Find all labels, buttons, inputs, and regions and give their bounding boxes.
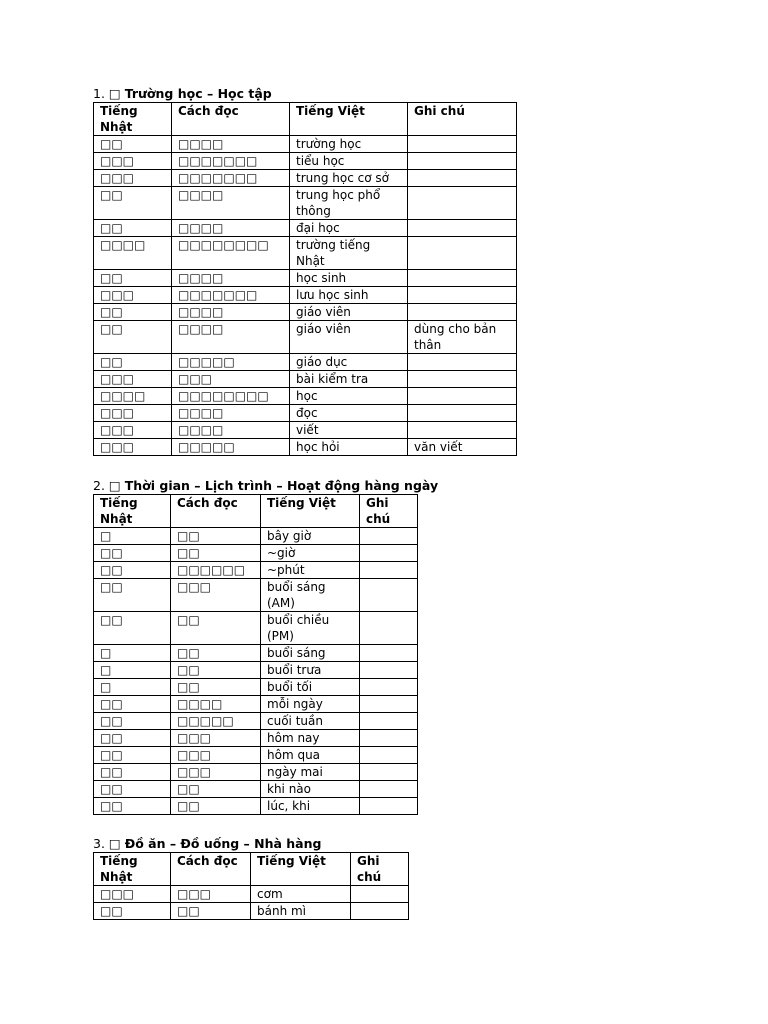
- reading-cell: □□: [171, 903, 251, 920]
- vocab-table: [93, 852, 409, 920]
- note-cell: [408, 153, 517, 170]
- vietnamese-cell: bánh mì: [251, 903, 351, 920]
- reading-cell: □□□: [171, 764, 261, 781]
- note-cell: [408, 136, 517, 153]
- table-row: [94, 187, 517, 220]
- vietnamese-cell: trung học phổ thông: [290, 187, 408, 220]
- japanese-cell: □□: [94, 220, 172, 237]
- table-row: [94, 321, 517, 354]
- table-row: [94, 903, 409, 920]
- reading-cell: □□: [171, 798, 261, 815]
- note-cell: [408, 388, 517, 405]
- japanese-cell: □□: [94, 545, 171, 562]
- section-school: [93, 86, 517, 456]
- note-cell: [360, 679, 418, 696]
- note-cell: [360, 562, 418, 579]
- note-cell: [360, 764, 418, 781]
- section-title: Trường học – Học tập: [124, 86, 272, 101]
- header-japanese: Tiếng Nhật: [94, 495, 171, 528]
- section-number: 3.: [93, 836, 105, 851]
- table-row: [94, 798, 418, 815]
- note-cell: [408, 405, 517, 422]
- table-row: [94, 220, 517, 237]
- vietnamese-cell: buổi trưa: [261, 662, 360, 679]
- japanese-cell: □□: [94, 612, 171, 645]
- table-row: [94, 136, 517, 153]
- note-cell: [360, 730, 418, 747]
- section-title: Đồ ăn – Đồ uống – Nhà hàng: [124, 836, 322, 851]
- japanese-cell: □□: [94, 764, 171, 781]
- note-cell: [360, 696, 418, 713]
- reading-cell: □□□□□□□□: [172, 388, 290, 405]
- header-japanese: Tiếng Nhật: [94, 103, 172, 136]
- table-row: [94, 371, 517, 388]
- note-cell: [360, 662, 418, 679]
- reading-cell: □□□□□: [171, 713, 261, 730]
- reading-cell: □□□□□: [172, 354, 290, 371]
- table-row: [94, 422, 517, 439]
- table-row: [94, 388, 517, 405]
- reading-cell: □□□: [171, 730, 261, 747]
- table-row: [94, 886, 409, 903]
- japanese-cell: □□: [94, 903, 171, 920]
- header-reading: Cách đọc: [171, 495, 261, 528]
- japanese-cell: □□□: [94, 170, 172, 187]
- japanese-cell: □□□: [94, 439, 172, 456]
- table-row: [94, 545, 418, 562]
- section-time: [93, 478, 438, 815]
- table-row: [94, 304, 517, 321]
- vietnamese-cell: giáo viên: [290, 304, 408, 321]
- japanese-cell: □□: [94, 730, 171, 747]
- japanese-cell: □□□□: [94, 237, 172, 270]
- japanese-cell: □□□: [94, 153, 172, 170]
- reading-cell: □□□□: [171, 696, 261, 713]
- table-header-row: [94, 495, 418, 528]
- reading-cell: □□□□□□□: [172, 287, 290, 304]
- japanese-cell: □□: [94, 354, 172, 371]
- reading-cell: □□□□: [172, 304, 290, 321]
- section-title: Thời gian – Lịch trình – Hoạt động hàng ngày: [124, 478, 439, 493]
- vietnamese-cell: giáo dục: [290, 354, 408, 371]
- vietnamese-cell: bây giờ: [261, 528, 360, 545]
- note-cell: [408, 304, 517, 321]
- japanese-cell: □□: [94, 798, 171, 815]
- table-row: [94, 747, 418, 764]
- japanese-cell: □□: [94, 136, 172, 153]
- reading-cell: □□: [171, 679, 261, 696]
- japanese-cell: □□: [94, 747, 171, 764]
- missing-glyph-icon: □: [108, 86, 121, 101]
- note-cell: văn viết: [408, 439, 517, 456]
- japanese-cell: □□: [94, 696, 171, 713]
- header-note: Ghi chú: [351, 853, 409, 886]
- japanese-cell: □□: [94, 579, 171, 612]
- vietnamese-cell: cuối tuần: [261, 713, 360, 730]
- reading-cell: □□□□: [172, 220, 290, 237]
- reading-cell: □□□: [172, 371, 290, 388]
- japanese-cell: □□: [94, 562, 171, 579]
- vietnamese-cell: đại học: [290, 220, 408, 237]
- table-row: [94, 439, 517, 456]
- header-reading: Cách đọc: [171, 853, 251, 886]
- japanese-cell: □□: [94, 270, 172, 287]
- missing-glyph-icon: □: [108, 478, 121, 493]
- vietnamese-cell: học: [290, 388, 408, 405]
- vietnamese-cell: mỗi ngày: [261, 696, 360, 713]
- vietnamese-cell: trường học: [290, 136, 408, 153]
- note-cell: [408, 287, 517, 304]
- vocab-table: [93, 102, 517, 456]
- table-row: [94, 170, 517, 187]
- table-row: [94, 287, 517, 304]
- vietnamese-cell: buổi sáng: [261, 645, 360, 662]
- table-row: [94, 662, 418, 679]
- japanese-cell: □: [94, 528, 171, 545]
- header-reading: Cách đọc: [172, 103, 290, 136]
- table-row: [94, 645, 418, 662]
- reading-cell: □□□□□□□□: [172, 237, 290, 270]
- header-japanese: Tiếng Nhật: [94, 853, 171, 886]
- note-cell: [360, 579, 418, 612]
- vietnamese-cell: buổi sáng (AM): [261, 579, 360, 612]
- table-row: [94, 354, 517, 371]
- reading-cell: □□□: [171, 579, 261, 612]
- note-cell: [408, 170, 517, 187]
- table-row: [94, 153, 517, 170]
- reading-cell: □□□: [171, 886, 251, 903]
- table-row: [94, 612, 418, 645]
- table-row: [94, 696, 418, 713]
- japanese-cell: □: [94, 662, 171, 679]
- table-header-row: [94, 103, 517, 136]
- reading-cell: □□□□: [172, 321, 290, 354]
- reading-cell: □□: [171, 528, 261, 545]
- reading-cell: □□□□□□: [171, 562, 261, 579]
- vietnamese-cell: hôm qua: [261, 747, 360, 764]
- note-cell: [360, 545, 418, 562]
- note-cell: [360, 798, 418, 815]
- reading-cell: □□: [171, 545, 261, 562]
- japanese-cell: □□□: [94, 287, 172, 304]
- note-cell: [408, 220, 517, 237]
- note-cell: [360, 713, 418, 730]
- reading-cell: □□□□: [172, 136, 290, 153]
- note-cell: [408, 371, 517, 388]
- note-cell: [360, 645, 418, 662]
- reading-cell: □□□□: [172, 187, 290, 220]
- reading-cell: □□□: [171, 747, 261, 764]
- reading-cell: □□: [171, 645, 261, 662]
- vietnamese-cell: ngày mai: [261, 764, 360, 781]
- japanese-cell: □□: [94, 187, 172, 220]
- table-row: [94, 730, 418, 747]
- vocab-table: [93, 494, 418, 815]
- note-cell: [408, 187, 517, 220]
- header-note: Ghi chú: [360, 495, 418, 528]
- reading-cell: □□□□: [172, 270, 290, 287]
- reading-cell: □□□□: [172, 405, 290, 422]
- reading-cell: □□□□□□□: [172, 170, 290, 187]
- vietnamese-cell: trung học cơ sở: [290, 170, 408, 187]
- section-heading: [93, 836, 409, 852]
- japanese-cell: □□□: [94, 371, 172, 388]
- header-vietnamese: Tiếng Việt: [290, 103, 408, 136]
- japanese-cell: □□□: [94, 405, 172, 422]
- reading-cell: □□: [171, 781, 261, 798]
- japanese-cell: □□: [94, 321, 172, 354]
- reading-cell: □□□□□: [172, 439, 290, 456]
- table-row: [94, 579, 418, 612]
- note-cell: [360, 528, 418, 545]
- vietnamese-cell: lúc, khi: [261, 798, 360, 815]
- reading-cell: □□: [171, 662, 261, 679]
- table-row: [94, 562, 418, 579]
- header-vietnamese: Tiếng Việt: [261, 495, 360, 528]
- note-cell: [351, 886, 409, 903]
- note-cell: [408, 237, 517, 270]
- vietnamese-cell: đọc: [290, 405, 408, 422]
- japanese-cell: □□□□: [94, 388, 172, 405]
- vietnamese-cell: cơm: [251, 886, 351, 903]
- table-row: [94, 528, 418, 545]
- note-cell: [360, 747, 418, 764]
- vietnamese-cell: học sinh: [290, 270, 408, 287]
- note-cell: [408, 422, 517, 439]
- vietnamese-cell: ~phút: [261, 562, 360, 579]
- section-heading: [93, 86, 517, 102]
- vietnamese-cell: trường tiếng Nhật: [290, 237, 408, 270]
- section-number: 2.: [93, 478, 105, 493]
- vietnamese-cell: buổi chiều (PM): [261, 612, 360, 645]
- note-cell: [360, 612, 418, 645]
- japanese-cell: □: [94, 645, 171, 662]
- reading-cell: □□□□: [172, 422, 290, 439]
- note-cell: [351, 903, 409, 920]
- vietnamese-cell: lưu học sinh: [290, 287, 408, 304]
- note-cell: [408, 354, 517, 371]
- missing-glyph-icon: □: [108, 836, 121, 851]
- table-row: [94, 781, 418, 798]
- vietnamese-cell: bài kiểm tra: [290, 371, 408, 388]
- vietnamese-cell: viết: [290, 422, 408, 439]
- vietnamese-cell: hôm nay: [261, 730, 360, 747]
- japanese-cell: □□: [94, 713, 171, 730]
- table-row: [94, 405, 517, 422]
- reading-cell: □□: [171, 612, 261, 645]
- vietnamese-cell: tiểu học: [290, 153, 408, 170]
- note-cell: [408, 270, 517, 287]
- table-row: [94, 270, 517, 287]
- reading-cell: □□□□□□□: [172, 153, 290, 170]
- vietnamese-cell: giáo viên: [290, 321, 408, 354]
- japanese-cell: □□□: [94, 886, 171, 903]
- vietnamese-cell: buổi tối: [261, 679, 360, 696]
- section-number: 1.: [93, 86, 105, 101]
- section-food: [93, 836, 409, 920]
- table-header-row: [94, 853, 409, 886]
- japanese-cell: □: [94, 679, 171, 696]
- note-cell: [360, 781, 418, 798]
- table-row: [94, 713, 418, 730]
- table-row: [94, 764, 418, 781]
- table-row: [94, 237, 517, 270]
- table-row: [94, 679, 418, 696]
- vietnamese-cell: khi nào: [261, 781, 360, 798]
- japanese-cell: □□□: [94, 422, 172, 439]
- vietnamese-cell: học hỏi: [290, 439, 408, 456]
- japanese-cell: □□: [94, 781, 171, 798]
- japanese-cell: □□: [94, 304, 172, 321]
- section-heading: [93, 478, 438, 494]
- vietnamese-cell: ~giờ: [261, 545, 360, 562]
- header-vietnamese: Tiếng Việt: [251, 853, 351, 886]
- note-cell: dùng cho bản thân: [408, 321, 517, 354]
- header-note: Ghi chú: [408, 103, 517, 136]
